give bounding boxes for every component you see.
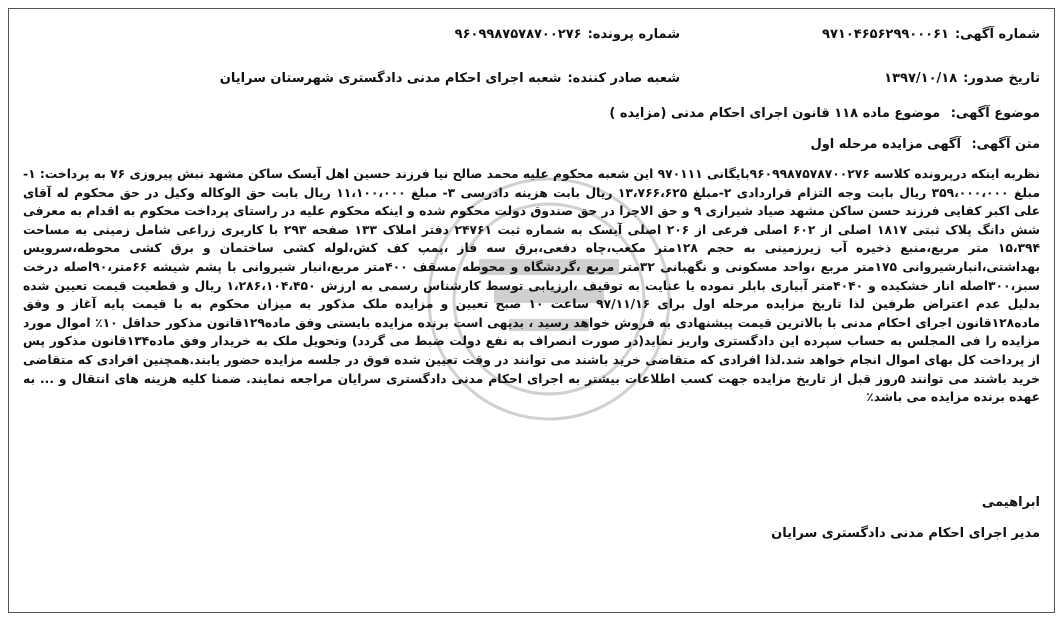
ad-subject-value: موضوع ماده ۱۱۸ قانون اجرای احکام مدنی (مزایده ): [609, 106, 941, 121]
ad-subject: [609, 106, 1040, 121]
issue-date-value: ۱۳۹۷/۱۰/۱۸: [884, 70, 958, 86]
issuer-value: شعبه اجرای احکام مدنی دادگستری شهرستان سرایان: [219, 70, 562, 86]
issuer-label: شعبه صادر کننده:: [567, 70, 680, 86]
issuer: [220, 71, 680, 86]
header-row-1: [29, 23, 1040, 45]
ad-number-value: ۹۷۱۰۴۶۵۶۲۹۹۰۰۰۶۱: [822, 26, 949, 42]
ad-number: [680, 27, 1040, 42]
file-number: [455, 27, 680, 42]
ad-text-label: متن آگهی:: [971, 137, 1040, 152]
file-number-value: ۹۶۰۹۹۸۷۵۷۸۷۰۰۲۷۶: [454, 26, 582, 42]
signer-title: مدیر اجرای احکام مدنی دادگستری سرایان: [771, 526, 1040, 541]
issue-date: [680, 71, 1040, 86]
ad-subject-label: موضوع آگهی:: [950, 106, 1040, 121]
ad-number-label: شماره آگهی:: [954, 26, 1040, 42]
file-number-label: شماره پرونده:: [587, 26, 680, 42]
ad-text-heading: [810, 137, 1040, 152]
ad-text-title: آگهی مزایده مرحله اول: [810, 137, 961, 152]
signer-name: ابراهیمی: [981, 495, 1040, 510]
header-row-2: [29, 67, 1040, 89]
ad-body-text: نظربه اینکه درپرونده کلاسه ۹۶۰۹۹۸۷۵۷۸۷۰۰۲۷۶بایگانی ۹۷۰۱۱۱ این شعبه محکوم علیه محمد صالح نیا فرزند حسین اهل آیسک ساکن مشهد نبش پیروزی ۷۶ به پرداخت: ۱-مبلغ ۳۵۹،۰۰۰،۰۰۰ ریال بابت وجه التزام قراردادی ۲-مبلغ ۱۳،۷۶۶،۶۲۵ ریال بابت هزینه دادرسی ۳- مبلغ ۱۱،۱۰۰،۰۰۰ ریال بابت حق الوکاله وکیل در حق محکوم له آقای علی اکبر کفایی فرزند حسن ساکن مشهد صیاد شیرازی ۹ و حق الاجرا در حق صندوق دولت محکوم شده و اینکه محکوم علیه در راستای پرداخت محکوم به اقدام به معرفی شش دانگ پلاک ثبتی ۱۸۱۷ اصلی از ۶۰۲ اصلی فرعی از ۲۰۶ اصلی آیسک به شماره ثبت ۲۴۷۶۱ دفتر املاک ۱۳۳ صفحه ۲۹۳ با کاربری زراعی شامل زمینی به مساحت ۱۵،۳۹۴ متر مربع،منبع ذخیره آب زیرزمینی به حجم ۱۲۸متر مکعب،چاه دفعی،برق سه فاز ،پمپ کف کش،لوله کشی ساختمان و برق کشی محوطه،سرویس بهداشتی،انبارشیروانی ۱۷۵متر مربع ،واحد مسکونی و نگهبانی ۳۲متر مربع ،گردشگاه و محوطه مسقف ۴۰۰متر مربع،انبار شیروانی با پشم شیشه ۶۶متر،۹۰اصله درخت سبز،۳۰۰اصله انار خشکیده و ۴۰۴۰متر آبیاری بابلر نموده با عنایت به توقیف ،ارزیابی توسط کارشناس رسمی به ارزش ۱،۲۸۶،۱۰۴،۴۵۰ ریال و قطعیت قیمت تعیین شده بدلیل عدم اعتراض طرفین لذا تاریخ مزایده مرحله اول برای ۹۷/۱۱/۱۶ ساعت ۱۰ صبح تعیین و مزایده ملک مذکور به میزان محکوم به با قیمت پایه آغاز و وفق ماده۱۲۸قانون اجرای احکام مدنی با بالاترین قیمت پیشنهادی به فروش خواهد رسید ، بدیهی است برنده مزایده بایستی وفق ماده۱۲۹قانون مذکور حداقل ۱۰٪ اموال مورد مزایده را فی المجلس به حساب سپرده این دادگستری واریز نماید(در صورت انصراف به نفع دولت ضبط می گردد) وتحویل ملک به خریدار وفق ماده۱۳۴قانون مذکور پس از پرداخت کل بهای اموال انجام خواهد شد.لذا افرادی که متقاضی خرید باشند می توانند در وقت تعیین شده فوق در جلسه مزایده حضور یابند.همچنین افرادی که متقاضی خرید باشند می توانند ۵روز قبل از تاریخ مزایده جهت کسب اطلاعات بیشتر به اجرای احکام مدنی دادگستری سرایان مراجعه نمایند. ضمنا کلیه هزینه های انتقال و ... به عهده برنده مزایده می باشد٪: [23, 167, 1041, 405]
notice-document: [8, 8, 1055, 613]
issue-date-label: تاریخ صدور:: [963, 70, 1040, 86]
